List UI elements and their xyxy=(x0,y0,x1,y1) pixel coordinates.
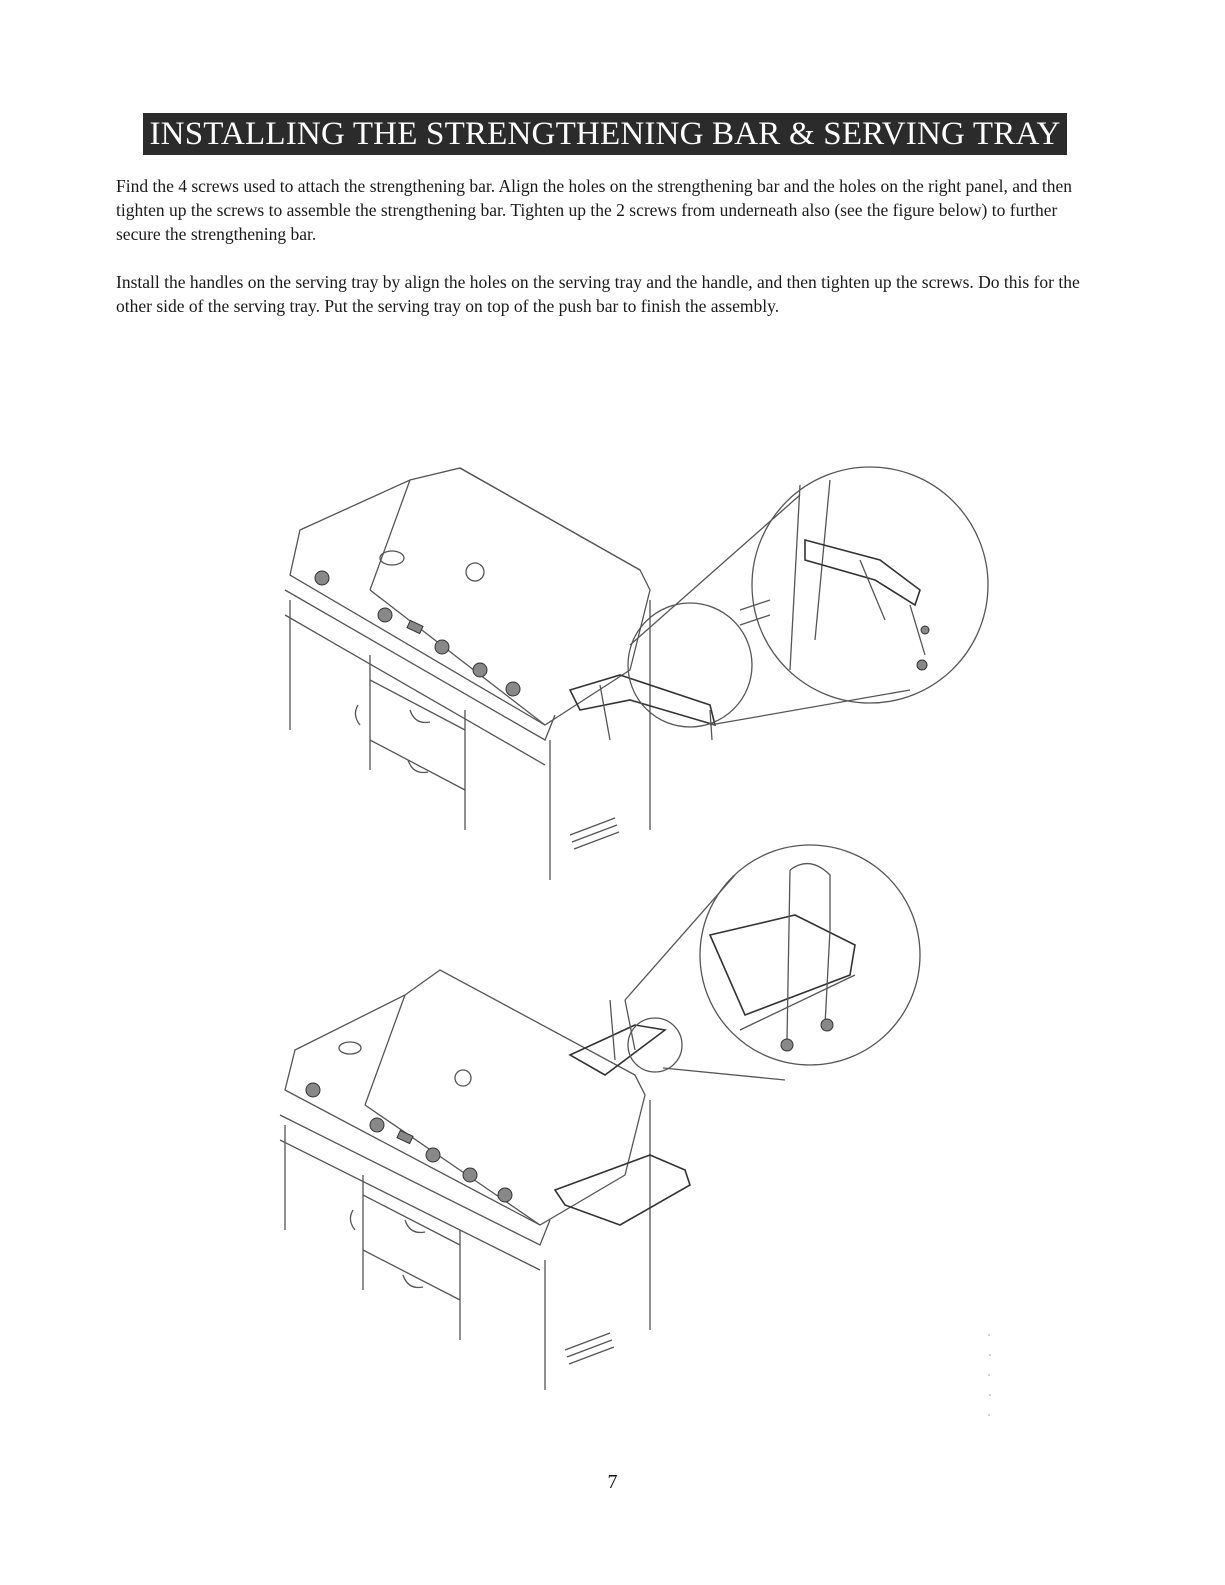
serving-tray-figure xyxy=(265,850,945,1410)
instruction-paragraph-serving-tray: Install the handles on the serving tray by align the holes on the serving tray and the handle, and then tighten up the screws. Do this for the other side of the serving tray. Put the serving tray on top of the push bar to finish the assembly. xyxy=(116,272,1080,316)
scan-specks xyxy=(985,1330,995,1430)
instruction-paragraph-strengthening-bar: Find the 4 screws used to attach the strengthening bar. Align the holes on the strengthening bar and the holes on the right panel, and then tighten up the screws to assemble the strengthening bar. Tighten up the 2 screws from underneath also (see the figure below) to further secure the strengthening bar. xyxy=(116,176,1072,244)
grill-strengthening-bar-illustration xyxy=(270,440,990,890)
strengthening-bar-figure xyxy=(270,440,990,890)
page-number: 7 xyxy=(607,1471,618,1493)
section-heading: INSTALLING THE STRENGTHENING BAR & SERVING TRAY xyxy=(143,113,1067,155)
grill-serving-tray-illustration xyxy=(265,850,945,1410)
